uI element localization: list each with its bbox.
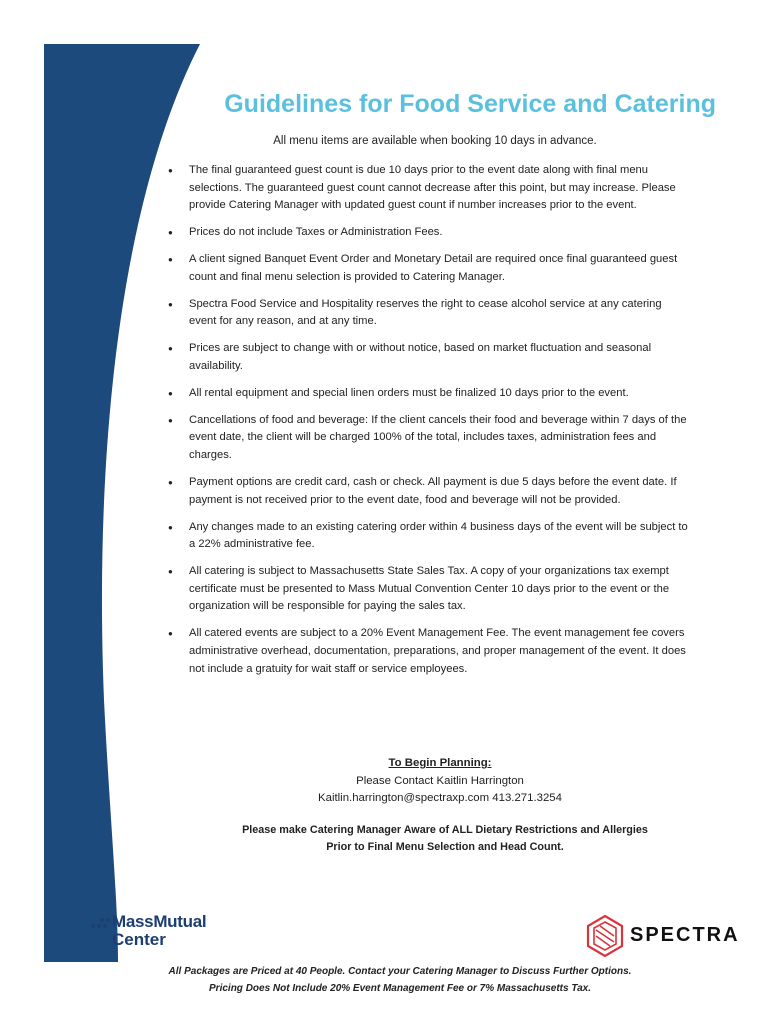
planning-section: [190, 755, 690, 808]
list-item: ● Prices are subject to change with or without notice, based on market fluctuation and seasonal availability.: [168, 340, 688, 375]
massmutual-line-2: Center: [112, 930, 166, 949]
guidelines-list: [168, 162, 688, 688]
list-item: ● Prices do not include Taxes or Administration Fees.: [168, 224, 688, 242]
massmutual-line-1: MassMutual: [112, 912, 207, 931]
notice-line-2: Prior to Final Menu Selection and Head Count.: [326, 841, 564, 853]
spectra-logo: [584, 914, 740, 958]
massmutual-dots-icon: [90, 916, 112, 930]
list-item: ● Spectra Food Service and Hospitality reserves the right to cease alcohol service at any catering event for any reason, and at any time.: [168, 296, 688, 331]
page-title: Guidelines for Food Service and Catering: [224, 90, 716, 118]
planning-contact: Please Contact Kaitlin Harrington: [356, 774, 524, 787]
massmutual-logo: [90, 912, 206, 950]
page-subtitle: All menu items are available when booking 10 days in advance.: [273, 135, 597, 147]
spectra-wordmark: SPECTRA: [630, 924, 740, 946]
list-item: ● A client signed Banquet Event Order and Monetary Detail are required once final guaranteed guest count and final menu selection is provided to Catering Manager.: [168, 251, 688, 286]
list-item: ● Cancellations of food and beverage: If the client cancels their food and beverage within 7 days of the event date, the client will be charged 100% of the total, includes taxes, administration fees and charges.: [168, 412, 688, 465]
list-item: ● Payment options are credit card, cash or check. All payment is due 5 days before the event date. If payment is not received prior to the event date, food and beverage will not be provided.: [168, 474, 688, 509]
footer-note: [60, 964, 740, 997]
list-item: ● All catered events are subject to a 20% Event Management Fee. The event management fee covers administrative overhead, documentation, preparations, and proper management of the event. It does not include a gratuity for wait staff or service employees.: [168, 625, 688, 678]
list-item: ● Any changes made to an existing catering order within 4 business days of the event will be subject to a 22% administrative fee.: [168, 519, 688, 554]
list-item: ● The final guaranteed guest count is due 10 days prior to the event date along with final menu selections. The guaranteed guest count cannot decrease after this point, but may increase. Please provide Catering Manager with updated guest count if number increases prior to the event.: [168, 162, 688, 215]
notice-line-1: Please make Catering Manager Aware of ALL Dietary Restrictions and Allergies: [242, 824, 648, 836]
planning-email-phone: Kaitlin.harrington@spectraxp.com 413.271.3254: [318, 792, 562, 805]
footer-line-2: Pricing Does Not Include 20% Event Management Fee or 7% Massachusetts Tax.: [209, 982, 591, 994]
planning-heading: To Begin Planning:: [388, 757, 492, 769]
list-item: ● All catering is subject to Massachusetts State Sales Tax. A copy of your organizations tax exempt certificate must be presented to Mass Mutual Convention Center 10 days prior to the event or the organization will be responsible for paying the sales tax.: [168, 563, 688, 616]
footer-line-1: All Packages are Priced at 40 People. Contact your Catering Manager to Discuss Further Options.: [168, 966, 632, 977]
spectra-mark-icon: [584, 914, 626, 958]
list-item: ● All rental equipment and special linen orders must be finalized 10 days prior to the event.: [168, 385, 688, 403]
dietary-notice: [140, 822, 750, 856]
